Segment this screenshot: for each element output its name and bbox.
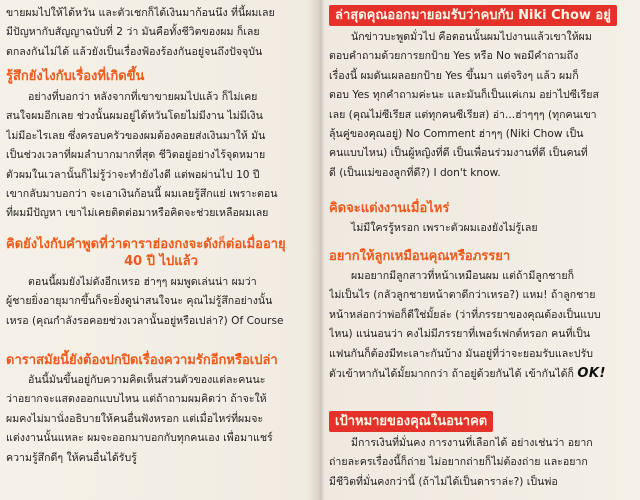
text-line: อันนี้มันขึ้นอยู่กับความคิดเห็นส่วนตัวของแต่ละคนนะ: [28, 374, 266, 386]
text-line: มีชีวิตที่มั่นคงกว่านี้ (ถ้าไม่ได้เป็นดาราล่ะ?) เป็นพ่อ: [329, 475, 558, 488]
text-line: ตกลงกันไม่ได้ แล้วยังเป็นเรื่องฟ้องร้องกันอยู่จนถึงปัจจุบัน: [6, 45, 263, 58]
right-column: [329, 0, 635, 500]
text-line: หน้าหล่อกว่าพ่อก็ดีใช่มั้ยล่ะ (ว่าที่ภรรยาของคุณต้องเป็นแบบ: [329, 308, 601, 321]
text-line: ถ่ายละครเรื่องนี้ก็ถ่าย ไม่อยากถ่ายก็ไม่ต้องถ่าย และอยาก: [329, 456, 588, 469]
text-line: ตอนนี้ผมยังไม่ดังอีกเหรอ ฮ่าๆๆ ผมพูดเล่นน่า ผมว่า: [28, 276, 257, 288]
section-heading: รู้สึกยังไงกับเรื่องที่เกิดขึ้น: [6, 69, 145, 84]
text-line: แต่งงานนั้นแหละ ผมจะออกมาบอกกับทุกคนเอง เพื่อมาแชร์: [6, 432, 273, 445]
text-line: ความรู้สึกดีๆ ให้คนอื่นได้รับรู้: [6, 451, 137, 464]
text-line: ดี (เป็นแม่ของลูกที่ดี?) I don't know.: [329, 166, 501, 179]
section-heading: คิดยังไงกับคำพูดที่ว่าดาราฮ่องกงจะดังก็ต่อเมื่ออายุ: [6, 237, 286, 252]
section-heading-continued: 40 ปี ไปแล้ว: [124, 254, 198, 269]
text-line: เขากลับมาบอกว่า จะเอาเงินก้อนนี้ ผมเลยรู้สึกแย่ เพราะตอน: [6, 188, 278, 201]
text-line: ตอบคำถามด้วยการยกป้าย Yes หรือ No พอมีคำถามถึง: [329, 50, 579, 63]
text-line: เลย (คุณไม่ซีเรียส แต่ทุกคนซีเรียส) อ่า...ฮ่าๆๆๆ (ทุกคนเขา: [329, 108, 597, 121]
text-line: ตัวผมในเวลานั้นก็ไม่รู้ว่าจะทำยังไงดี แต่พอผ่านไป 10 ปี: [6, 168, 260, 181]
page-gutter: [318, 0, 324, 500]
left-column: [6, 0, 316, 500]
ok-mark: OK!: [577, 366, 606, 382]
text-line: ไหน) แน่นอนว่า คงไม่มีภรรยาที่เพอร์เฟกต์หรอก คนที่เป็น: [329, 328, 591, 341]
text-line: ตอบ Yes ทุกคำถามค่ะนะ และมันก็เป็นแค่เกม อย่าไปซีเรียส: [329, 89, 599, 102]
text-line: ผมอยากมีลูกสาวที่หน้าเหมือนผม แต่ถ้ามีลูกชายก็: [351, 270, 575, 282]
text-line: นักข่าวบะพูดมั่วไป คือตอนนั้นผมไปงานแล้วเขาให้ผม: [351, 31, 592, 43]
text-line: ที่ผมมีปัญหา เขาไม่เคยติดต่อมาหรือคิดจะช่วยเหลือผมเลย: [6, 207, 269, 220]
section-feelings: [6, 68, 316, 224]
text-line: ไม่เป็นไร (กลัวลูกชายหน้าตาดีกว่าเหรอ?) แหม! ถ้าลูกชาย: [329, 289, 596, 302]
text-line: เหรอ (คุณกำลังรอคอยช่วงเวลานั้นอยู่หรือเปล่า?) Of Course: [6, 314, 284, 327]
section-heading: ล่าสุดคุณออกมายอมรับว่าคบกับ Niki Chow อยู่: [329, 5, 617, 26]
text-line: แฟนกันก็ต้องมีทะเลาะกันบ้าง มันอยู่ที่ว่าจะยอมรับและปรับ: [329, 347, 594, 360]
section-heading: เป้าหมายของคุณในอนาคต: [329, 411, 493, 432]
section-heading: อยากให้ลูกเหมือนคุณหรือภรรยา: [329, 249, 511, 264]
section-heading: ดาราสมัยนี้ยังต้องปกปิดเรื่องความรักอีกหรือเปล่า: [6, 353, 278, 368]
text-line: ผู้ชายยิ่งอายุมากขึ้นก็จะยิ่งดูน่าสนใจนะ คุณไม่รู้สึกอย่างนั้น: [6, 295, 273, 308]
section-marry: [329, 200, 635, 238]
section-children: [329, 248, 635, 384]
text-line: ขายผมไปให้ได้หวัน และตัวเชกก็ได้เงินมาก้อนนึง ที่นี้ผมเลย: [6, 7, 275, 19]
section-future: [329, 410, 635, 492]
text-line: อย่างที่บอกว่า หลังจากที่เขาขายผมไปแล้ว ก็ไม่เคย: [28, 91, 258, 103]
text-line: ไม่มีใครรู้หรอก เพราะตัวผมเองยังไม่รู้เลย: [351, 222, 538, 234]
intro-paragraph: [6, 4, 316, 62]
text-line: ไม่มีอะไรเลย ซึ่งครอบครัวของผมต้องคอยส่งเงินมาให้ มัน: [6, 129, 266, 142]
section-forty: [6, 236, 316, 331]
section-heading: คิดจะแต่งงานเมื่อไหร่: [329, 201, 450, 216]
text-line: คนแบบไหน) เป็นผู้หญิงที่ดี เป็นเพื่อนร่วมงานที่ดี เป็นคนที่: [329, 147, 588, 160]
text-line: เรื่องนี้ ผมดันเผลอยกป้าย Yes ขึ้นมา แต่จริงๆ แล้ว ผมก็: [329, 69, 579, 82]
text-line: ผมคงไม่มานั่งอธิบายให้คนอื่นฟังหรอก แต่เมื่อไหร่ที่ผมจะ: [6, 412, 264, 425]
text-line-content: ตัวเข้าหากันได้มั้ยมากกว่า ถ้าอยู่ด้วยกันได้ เข้ากันได้ก็: [329, 368, 574, 381]
section-hide-love: [6, 352, 316, 468]
text-line: มีการเงินที่มั่นคง การงานที่เลือกได้ อย่างเช่นว่า อยาก: [351, 437, 593, 449]
text-line: [329, 364, 635, 384]
text-line: ลุ้นคู่ของคุณอยู่) No Comment ฮ่าๆๆ (Niki Chow เป็น: [329, 128, 584, 141]
text-line: สนใจผมอีกเลย ช่วงนั้นผมอยู่ได้หวันโดยไม่มีงาน ไม่มีเงิน: [6, 110, 263, 123]
text-line: มีปัญหากับสัญญาฉบับที่ 2 ว่า มันคือทั้งชีวิตของผม ก็เลย: [6, 26, 260, 39]
text-line: ว่าอยากจะแสดงออกแบบไหน แต่ถ้าถามผมคิดว่า ถ้าจะให้: [6, 393, 267, 406]
text-line: เป็นช่วงเวลาที่ผมลำบากมากที่สุด ชีวิตอยู่อย่างไร้จุดหมาย: [6, 149, 266, 162]
section-niki: [329, 4, 635, 183]
